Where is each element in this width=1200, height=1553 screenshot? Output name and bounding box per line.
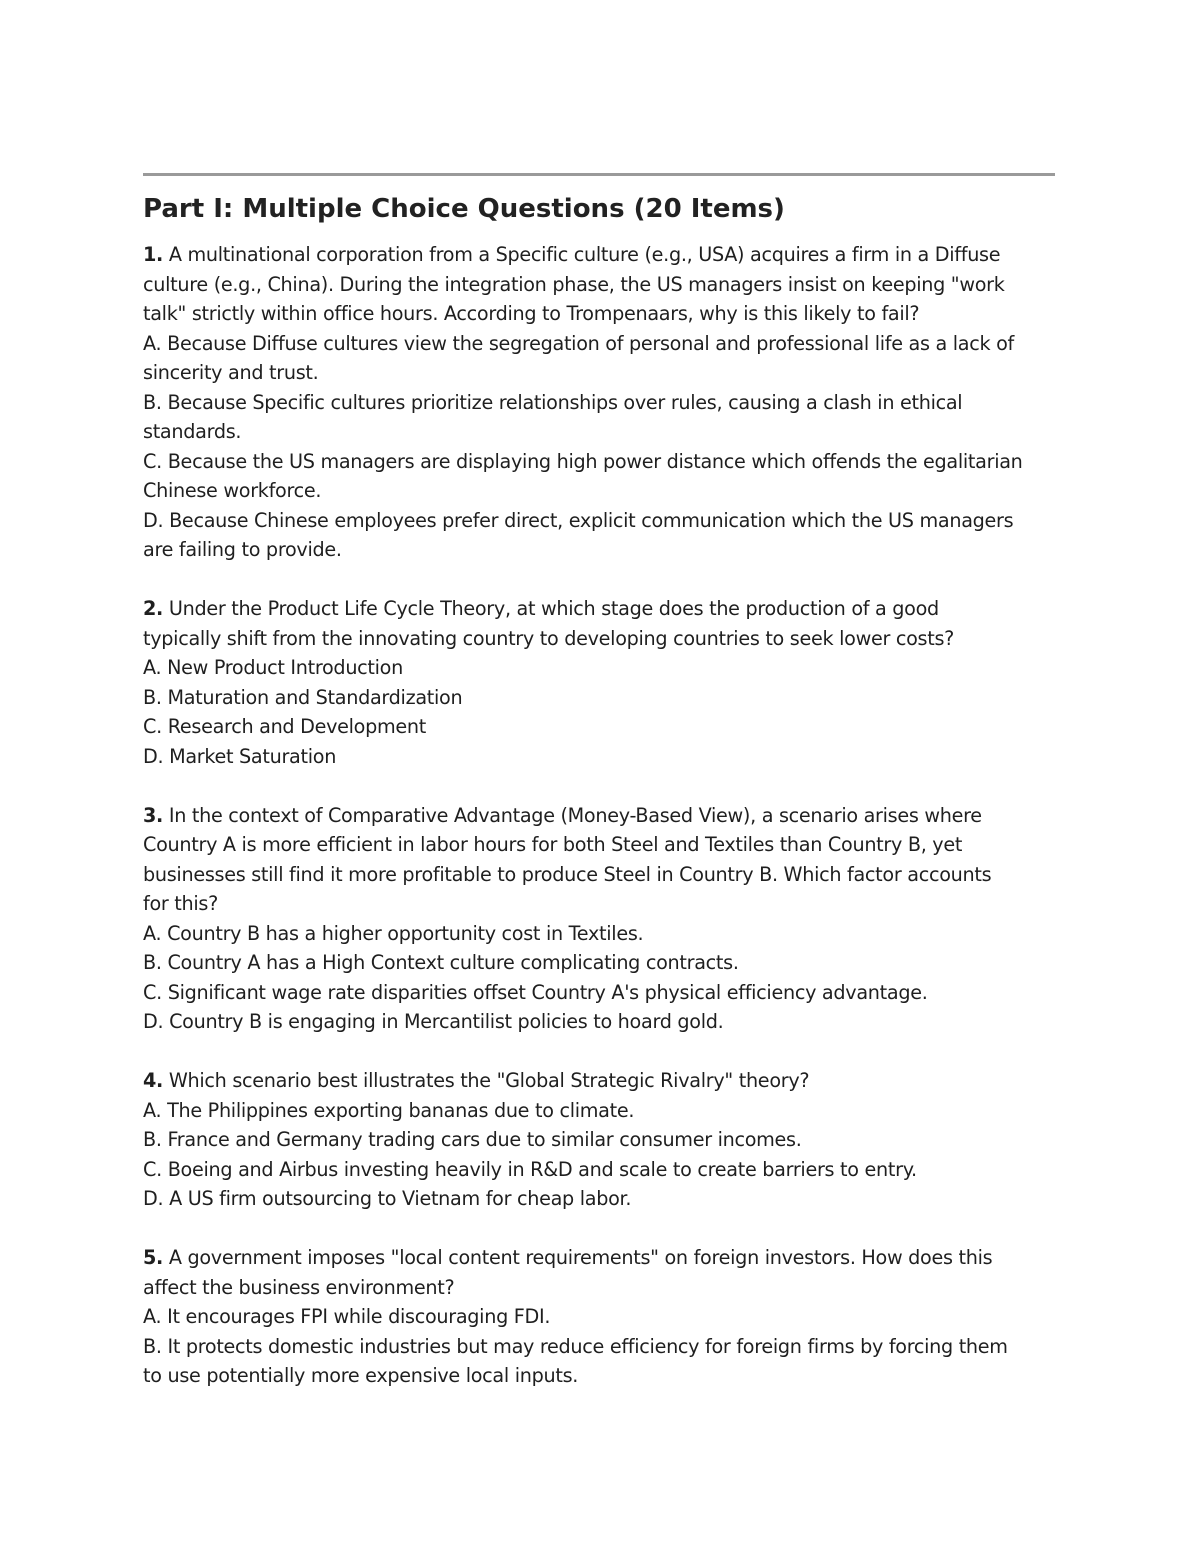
question-text-line: to use potentially more expensive local inputs. bbox=[143, 1364, 579, 1387]
question-text-line: culture (e.g., China). During the integration phase, the US managers insist on keeping "work bbox=[143, 272, 1005, 296]
question-stem-text: Which scenario best illustrates the "Global Strategic Rivalry" theory? bbox=[163, 1069, 810, 1092]
question-text-line: talk" strictly within office hours. According to Trompenaars, why is this likely to fail? bbox=[143, 302, 920, 325]
question-text-line: D. A US firm outsourcing to Vietnam for cheap labor. bbox=[143, 1187, 632, 1210]
question-text-line: Chinese workforce. bbox=[143, 479, 322, 502]
question-number: 2. bbox=[143, 597, 164, 620]
question-stem-text: A government imposes "local content requirements" on foreign investors. How does this bbox=[163, 1246, 993, 1269]
question-text-line: B. Maturation and Standardization bbox=[143, 685, 463, 709]
horizontal-rule bbox=[143, 173, 1055, 176]
question-text-line: D. Market Saturation bbox=[143, 744, 337, 768]
question-stem-line bbox=[143, 801, 1061, 831]
question-number: 4. bbox=[143, 1069, 164, 1092]
question-text-line: standards. bbox=[143, 420, 242, 443]
question-text-line: A. It encourages FPI while discouraging FDI. bbox=[143, 1305, 551, 1328]
question-text-line: C. Research and Development bbox=[143, 715, 426, 738]
question-text-line: affect the business environment? bbox=[143, 1275, 455, 1299]
question-stem-line bbox=[143, 1243, 1061, 1273]
question-text-line: sincerity and trust. bbox=[143, 361, 319, 384]
question-stem-text: A multinational corporation from a Specific culture (e.g., USA) acquires a firm in a Diffuse bbox=[163, 243, 1001, 266]
question-text-line: B. Because Specific cultures prioritize relationships over rules, causing a clash in ethical bbox=[143, 390, 963, 414]
question-stem-line bbox=[143, 1066, 1061, 1096]
question-text-line: D. Because Chinese employees prefer direct, explicit communication which the US managers bbox=[143, 508, 1014, 532]
question-text-line: B. France and Germany trading cars due to similar consumer incomes. bbox=[143, 1128, 802, 1151]
question-text-line: D. Country B is engaging in Mercantilist policies to hoard gold. bbox=[143, 1010, 724, 1033]
question-stem-line bbox=[143, 240, 1061, 270]
question-text-line: C. Because the US managers are displaying high power distance which offends the egalitarian bbox=[143, 449, 1023, 473]
question-text-line: A. Because Diffuse cultures view the segregation of personal and professional life as a lack of bbox=[143, 331, 1014, 355]
question-list bbox=[143, 240, 1061, 1420]
question-2 bbox=[143, 594, 1061, 771]
question-text-line: B. It protects domestic industries but may reduce efficiency for foreign firms by forcing them bbox=[143, 1334, 1008, 1358]
question-5 bbox=[143, 1243, 1061, 1391]
question-4 bbox=[143, 1066, 1061, 1214]
question-number: 5. bbox=[143, 1246, 164, 1269]
question-text-line: typically shift from the innovating country to developing countries to seek lower costs? bbox=[143, 626, 955, 650]
question-text-line: Country A is more efficient in labor hours for both Steel and Textiles than Country B, yet bbox=[143, 833, 963, 856]
question-stem-line bbox=[143, 594, 1061, 624]
question-text-line: are failing to provide. bbox=[143, 538, 342, 561]
question-text-line: A. The Philippines exporting bananas due to climate. bbox=[143, 1098, 635, 1122]
question-1 bbox=[143, 240, 1061, 565]
question-text-line: businesses still find it more profitable to produce Steel in Country B. Which factor accounts bbox=[143, 862, 992, 886]
question-text-line: C. Boeing and Airbus investing heavily in R&D and scale to create barriers to entry. bbox=[143, 1157, 917, 1181]
question-stem-text: In the context of Comparative Advantage (Money-Based View), a scenario arises where bbox=[163, 803, 982, 827]
question-3 bbox=[143, 801, 1061, 1037]
question-text-line: A. New Product Introduction bbox=[143, 656, 403, 679]
question-text-line: A. Country B has a higher opportunity cost in Textiles. bbox=[143, 921, 644, 945]
question-number: 3. bbox=[143, 803, 164, 827]
section-title: Part I: Multiple Choice Questions (20 Items) bbox=[143, 194, 785, 224]
question-text-line: for this? bbox=[143, 892, 218, 915]
question-number: 1. bbox=[143, 243, 164, 266]
question-text-line: B. Country A has a High Context culture complicating contracts. bbox=[143, 951, 739, 974]
question-stem-text: Under the Product Life Cycle Theory, at which stage does the production of a good bbox=[163, 597, 939, 620]
question-text-line: C. Significant wage rate disparities offset Country A's physical efficiency advantage. bbox=[143, 980, 928, 1004]
